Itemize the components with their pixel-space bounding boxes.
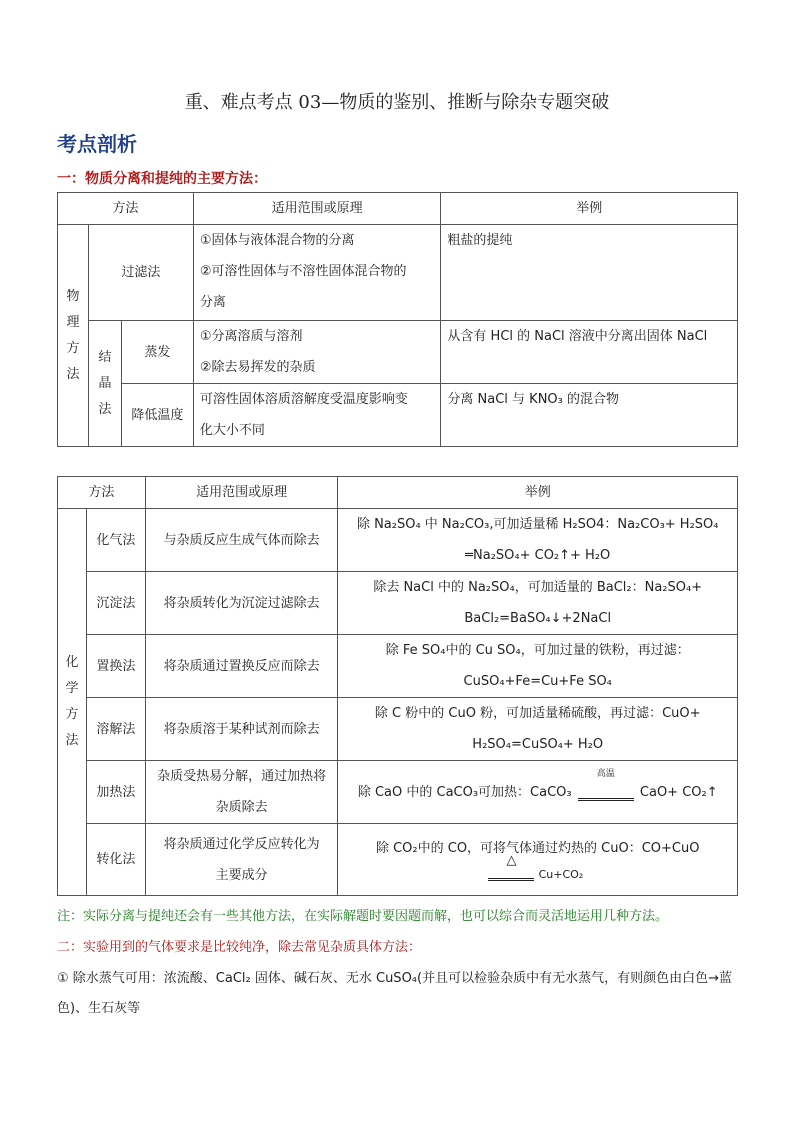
method-conversion: 转化法 [86,824,145,896]
header-method: 方法 [58,477,146,509]
example-precipitation: 除去 NaCl 中的 Na₂SO₄，可加适量的 BaCl₂：Na₂SO₄+ BaCl₂=BaSO₄↓+2NaCl [338,572,738,635]
principle-displacement: 将杂质通过置换反应而除去 [145,635,338,698]
method-heating: 加热法 [86,761,145,824]
header-example: 举例 [338,477,738,509]
principle-dissolution: 将杂质溶于某种试剂而除去 [145,698,338,761]
principle-conversion: 将杂质通过化学反应转化为 主要成分 [145,824,338,896]
sub-heading-gas-impurities: 二：实验用到的气体要求是比较纯净，除去常见杂质具体方法： [57,940,422,955]
example-cooling: 分离 NaCl 与 KNO₃ 的混合物 [441,384,738,447]
principle-heating: 杂质受热易分解，通过加热将 杂质除去 [145,761,338,824]
example-gas: 除 Na₂SO₄ 中 Na₂CO₃,可加适量稀 H₂SO4：Na₂CO₃+ H₂SO₄ ═Na₂SO₄+ CO₂↑+ H₂O [338,509,738,572]
principle-filter: ①固体与液体混合物的分离 ②可溶性固体与不溶性固体混合物的 分离 [193,225,441,321]
method-precipitation: 沉淀法 [86,572,145,635]
example-conversion: 除 CO₂中的 CO，可将气体通过灼热的 CuO：CO+CuO △ Cu+CO₂ [338,824,738,896]
method-dissolution: 溶解法 [86,698,145,761]
example-dissolution: 除 C 粉中的 CuO 粉，可加适量稀硫酸，再过滤：CuO+ H₂SO₄=CuSO₄+ H₂O [338,698,738,761]
chemical-methods-table [57,476,738,896]
group-label-crystal: 结 晶 法 [88,321,121,447]
header-principle: 适用范围或原理 [193,193,441,225]
physical-methods-table [57,192,738,447]
method-cooling: 降低温度 [121,384,193,447]
example-evaporation: 从含有 HCl 的 NaCl 溶液中分离出固体 NaCl [441,321,738,384]
example-displacement: 除 Fe SO₄中的 Cu SO₄，可加过量的铁粉，再过滤： CuSO₄+Fe=Cu+Fe SO₄ [338,635,738,698]
group-label-physical: 物 理 方 法 [58,225,89,447]
principle-gas: 与杂质反应生成气体而除去 [145,509,338,572]
header-example: 举例 [441,193,738,225]
paragraph-water-vapor: ① 除水蒸气可用：浓流酸、CaCl₂ 固体、碱石灰、无水 CuSO₄(并且可以检验杂质中有无水蒸气，有则颜色由白色→蓝色)、生石灰等 [57,971,732,1016]
method-displacement: 置换法 [86,635,145,698]
example-filter: 粗盐的提纯 [441,225,738,321]
document-title: 重、难点考点 03—物质的鉴别、推断与除杂专题突破 [184,92,610,113]
method-filter: 过滤法 [88,225,193,321]
principle-cooling: 可溶性固体溶质溶解度受温度影响变 化大小不同 [193,384,441,447]
header-principle: 适用范围或原理 [145,477,338,509]
header-method: 方法 [58,193,194,225]
method-evaporation: 蒸发 [121,321,193,384]
sub-heading-physical-methods: 一：物质分离和提纯的主要方法： [57,171,267,187]
principle-precipitation: 将杂质转化为沉淀过滤除去 [145,572,338,635]
example-heating: 除 CaO 中的 CaCO₃可加热：CaCO₃ 高温 CaO+ CO₂↑ [338,761,738,824]
note-text: 注：实际分离与提纯还会有一些其他方法，在实际解题时要因题而解，也可以综合而灵活地运用几种方法。 [57,909,669,924]
section-heading: 考点剖析 [57,132,137,156]
method-gas: 化气法 [86,509,145,572]
principle-evaporation: ①分离溶质与溶剂 ②除去易挥发的杂质 [193,321,441,384]
group-label-chemical: 化 学 方 法 [58,509,87,896]
